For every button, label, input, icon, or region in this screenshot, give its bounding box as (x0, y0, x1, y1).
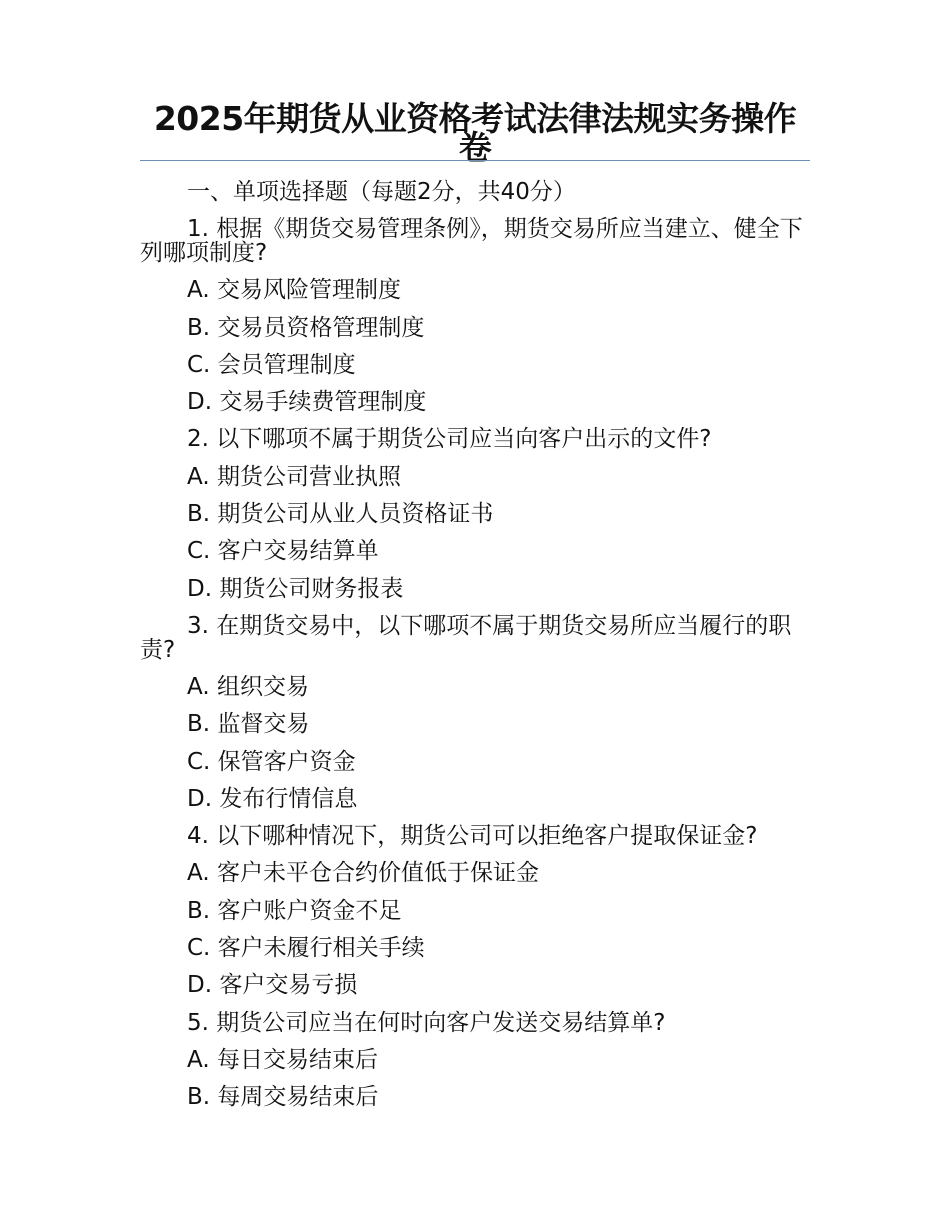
document-title: 2025年期货从业资格考试法律法规实务操作卷 (153, 99, 797, 167)
question-1-option-b: B. 交易员资格管理制度 (187, 314, 425, 341)
document-body (140, 174, 812, 1117)
question-1-option-a: A. 交易风险管理制度 (187, 277, 401, 304)
question-3-option-a: A. 组织交易 (187, 673, 309, 700)
question-1-option-d: D. 交易手续费管理制度 (187, 389, 427, 416)
question-5-stem: 5. 期货公司应当在何时向客户发送交易结算单? (187, 1009, 666, 1036)
question-3-option-c: C. 保管客户资金 (187, 748, 356, 775)
title-divider (140, 160, 810, 161)
question-4-option-a: A. 客户未平仓合约价值低于保证金 (187, 860, 539, 887)
question-4-option-c: C. 客户未履行相关手续 (187, 935, 425, 962)
question-2-stem: 2. 以下哪项不属于期货公司应当向客户出示的文件? (187, 426, 712, 453)
question-4-option-d: D. 客户交易亏损 (187, 972, 358, 999)
question-1-stem: 1. 根据《期货交易管理条例》，期货交易所应当建立、健全下列哪项制度? (140, 216, 803, 267)
question-2-option-c: C. 客户交易结算单 (187, 538, 379, 565)
question-2-option-b: B. 期货公司从业人员资格证书 (187, 501, 494, 528)
question-2-option-a: A. 期货公司营业执照 (187, 463, 401, 490)
question-5-option-a: A. 每日交易结束后 (187, 1046, 378, 1073)
question-4-stem: 4. 以下哪种情况下，期货公司可以拒绝客户提取保证金? (187, 823, 758, 850)
section-heading: 一、单项选择题（每题2分，共40分） (187, 179, 576, 205)
question-3-stem: 3. 在期货交易中，以下哪项不属于期货交易所应当履行的职责? (140, 612, 792, 663)
question-3-option-d: D. 发布行情信息 (187, 785, 358, 812)
question-1-option-c: C. 会员管理制度 (187, 351, 356, 378)
question-2-option-d: D. 期货公司财务报表 (187, 575, 404, 602)
question-4-option-b: B. 客户账户资金不足 (187, 897, 402, 924)
question-5-option-b: B. 每周交易结束后 (187, 1084, 379, 1111)
question-3-option-b: B. 监督交易 (187, 711, 310, 738)
